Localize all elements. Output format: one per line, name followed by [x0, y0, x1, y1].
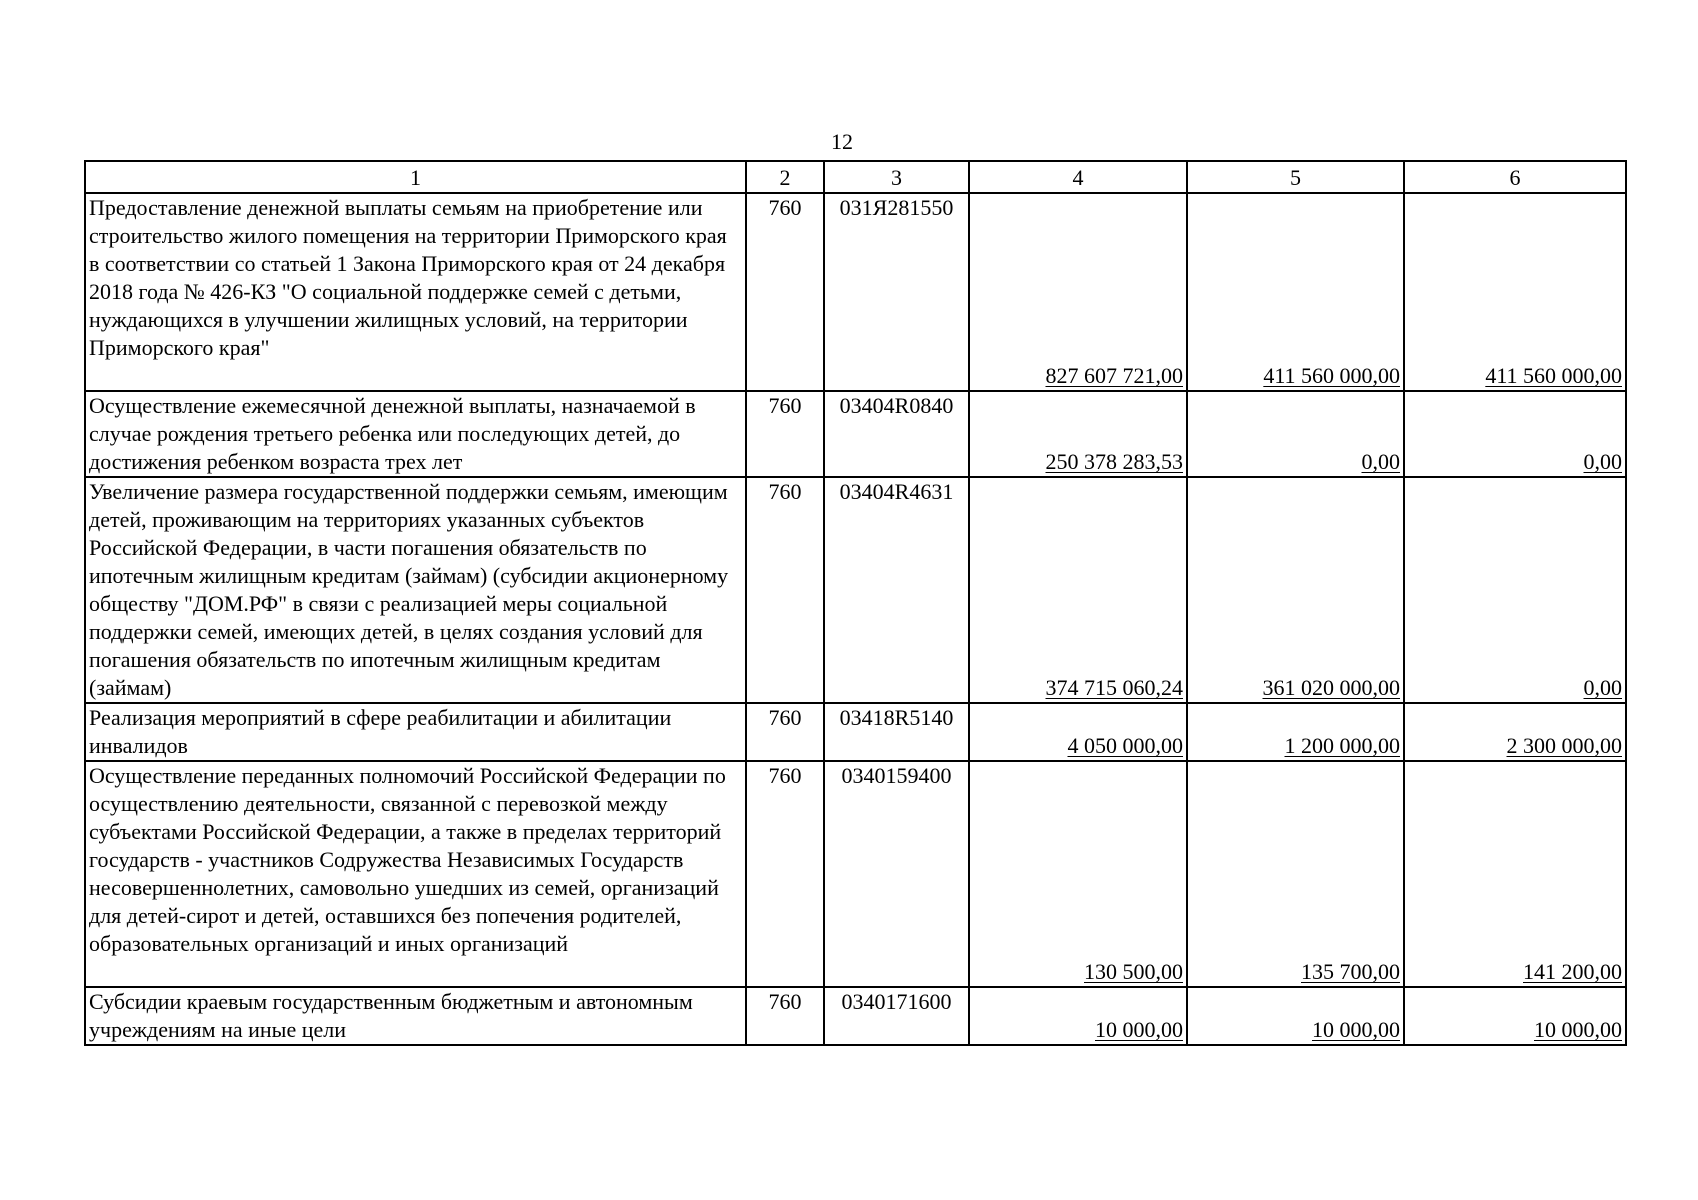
row-amount-year2: 135 700,00	[1187, 761, 1404, 987]
page-number: 12	[831, 129, 853, 154]
row-grbs: 760	[746, 987, 824, 1045]
table-row	[85, 193, 1626, 391]
row-amount-year3: 2 300 000,00	[1404, 703, 1626, 761]
row-grbs: 760	[746, 761, 824, 987]
row-amount-year2: 361 020 000,00	[1187, 477, 1404, 703]
row-grbs: 760	[746, 703, 824, 761]
row-description: Предоставление денежной выплаты семьям на приобретение или строительство жилого помещения на территории Приморского края в соответствии со статьей 1 Закона Приморского края от 24 декабря 2018 года № 426-КЗ "О социальной поддержке семей с детьми, нуждающихся в улучшении жилищных условий, на территории Приморского края"	[85, 193, 746, 391]
row-amount-year1: 827 607 721,00	[969, 193, 1187, 391]
row-amount-year3: 0,00	[1404, 391, 1626, 477]
table-row	[85, 391, 1626, 477]
row-description: Осуществление переданных полномочий Российской Федерации по осуществлению деятельности, связанной с перевозкой между субъектами Российской Федерации, а также в пределах территорий государств - участников Содружества Независимых Государств несовершеннолетних, самовольно ушедших из семей, организаций для детей-сирот и детей, оставшихся без попечения родителей, образовательных организаций и иных организаций	[85, 761, 746, 987]
column-header: 6	[1404, 161, 1626, 193]
row-grbs: 760	[746, 477, 824, 703]
row-amount-year1: 130 500,00	[969, 761, 1187, 987]
row-grbs: 760	[746, 391, 824, 477]
column-header: 2	[746, 161, 824, 193]
row-amount-year3: 141 200,00	[1404, 761, 1626, 987]
row-code: 0340171600	[824, 987, 969, 1045]
row-code: 03418R5140	[824, 703, 969, 761]
row-amount-year2: 411 560 000,00	[1187, 193, 1404, 391]
row-code: 0340159400	[824, 761, 969, 987]
table-row	[85, 761, 1626, 987]
row-description: Осуществление ежемесячной денежной выплаты, назначаемой в случае рождения третьего ребенка или последующих детей, до достижения ребенком возраста трех лет	[85, 391, 746, 477]
table-row	[85, 477, 1626, 703]
row-description: Реализация мероприятий в сфере реабилитации и абилитации инвалидов	[85, 703, 746, 761]
row-amount-year3: 0,00	[1404, 477, 1626, 703]
row-amount-year3: 411 560 000,00	[1404, 193, 1626, 391]
row-code: 031Я281550	[824, 193, 969, 391]
row-amount-year3: 10 000,00	[1404, 987, 1626, 1045]
row-grbs: 760	[746, 193, 824, 391]
column-header: 4	[969, 161, 1187, 193]
column-header: 5	[1187, 161, 1404, 193]
column-header: 3	[824, 161, 969, 193]
row-code: 03404R0840	[824, 391, 969, 477]
row-amount-year2: 10 000,00	[1187, 987, 1404, 1045]
row-description: Субсидии краевым государственным бюджетным и автономным учреждениям на иные цели	[85, 987, 746, 1045]
budget-table	[84, 160, 1627, 1046]
column-header: 1	[85, 161, 746, 193]
row-code: 03404R4631	[824, 477, 969, 703]
row-amount-year1: 374 715 060,24	[969, 477, 1187, 703]
table-row	[85, 703, 1626, 761]
table-header-row	[85, 161, 1626, 193]
row-amount-year1: 10 000,00	[969, 987, 1187, 1045]
row-amount-year1: 4 050 000,00	[969, 703, 1187, 761]
table-row	[85, 987, 1626, 1045]
row-amount-year2: 1 200 000,00	[1187, 703, 1404, 761]
row-description: Увеличение размера государственной поддержки семьям, имеющим детей, проживающим на территориях указанных субъектов Российской Федерации, в части погашения обязательств по ипотечным жилищным кредитам (займам) (субсидии акционерному обществу "ДОМ.РФ" в связи с реализацией меры социальной поддержки семей, имеющих детей, в целях создания условий для погашения обязательств по ипотечным жилищным кредитам (займам)	[85, 477, 746, 703]
row-amount-year1: 250 378 283,53	[969, 391, 1187, 477]
row-amount-year2: 0,00	[1187, 391, 1404, 477]
